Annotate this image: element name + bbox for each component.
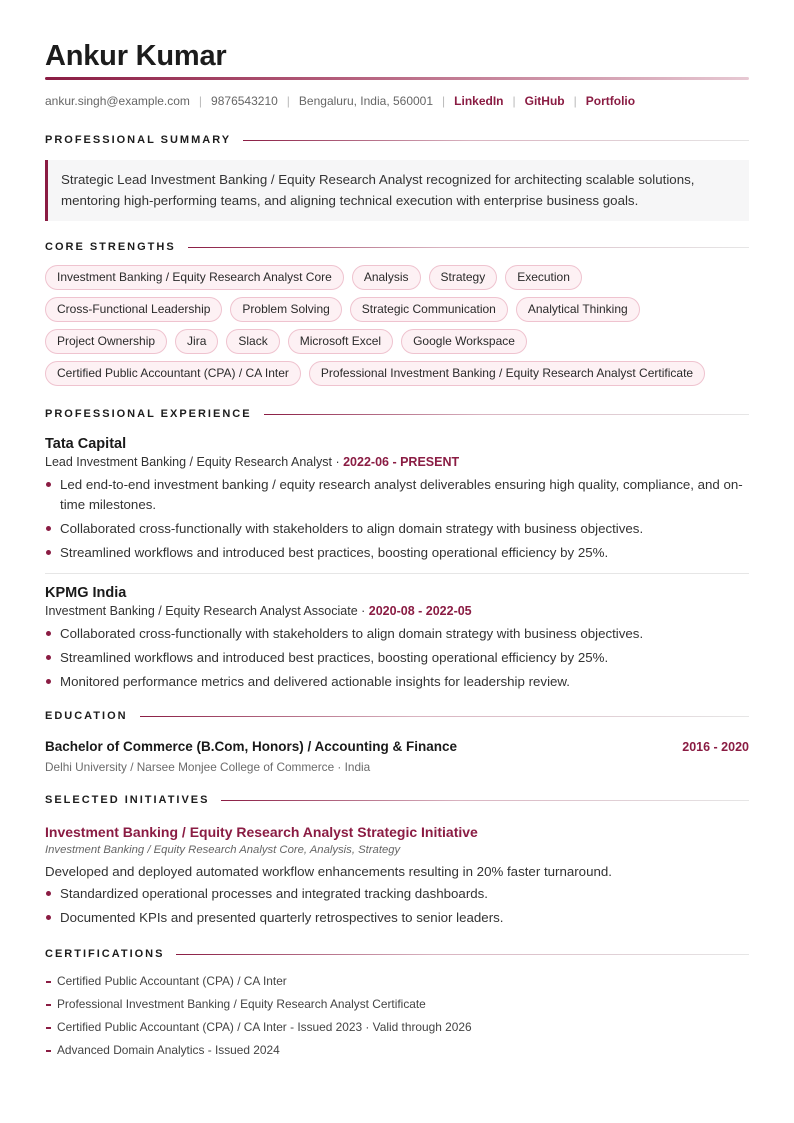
company-name: KPMG India xyxy=(45,585,127,601)
job-title: Investment Banking / Equity Research Analyst Associate xyxy=(45,604,358,618)
section-title: EDUCATION xyxy=(45,710,128,722)
section-title: PROFESSIONAL SUMMARY xyxy=(45,134,232,146)
skill-tag: Project Ownership xyxy=(45,329,167,354)
education-dates: 2016 - 2020 xyxy=(682,740,749,754)
job-entry xyxy=(45,573,749,692)
summary-section-header xyxy=(45,134,749,146)
certification-item: Certified Public Accountant (CPA) / CA Inter - Issued 2023 · Valid through 2026 xyxy=(45,1020,749,1035)
job-bullets xyxy=(45,624,749,692)
list-item: Documented KPIs and presented quarterly retrospectives to senior leaders. xyxy=(45,908,749,928)
skill-tag: Jira xyxy=(175,329,218,354)
skill-tag: Strategic Communication xyxy=(350,297,508,322)
section-title: CORE STRENGTHS xyxy=(45,241,176,253)
education-entry xyxy=(45,739,749,774)
linkedin-link[interactable]: LinkedIn xyxy=(454,94,504,108)
company-name: Tata Capital xyxy=(45,436,127,452)
contact-bar xyxy=(45,94,749,108)
initiatives-section-header xyxy=(45,794,749,806)
section-divider xyxy=(140,716,749,717)
email[interactable]: ankur.singh@example.com xyxy=(45,94,190,108)
certification-item: Certified Public Accountant (CPA) / CA Inter xyxy=(45,974,749,989)
initiative-description: Developed and deployed automated workflow enhancements resulting in 20% faster turnaround. xyxy=(45,864,612,879)
name-underline xyxy=(45,77,749,80)
separator: | xyxy=(286,94,290,108)
separator: · xyxy=(331,455,344,469)
list-item: Streamlined workflows and introduced best practices, boosting operational efficiency by 25%. xyxy=(45,648,749,668)
list-item: Collaborated cross-functionally with stakeholders to align domain strategy with business objectives. xyxy=(45,519,749,539)
list-item: Collaborated cross-functionally with stakeholders to align domain strategy with business objectives. xyxy=(45,624,749,644)
school: Delhi University / Narsee Monjee College of Commerce · India xyxy=(45,760,371,774)
section-title: PROFESSIONAL EXPERIENCE xyxy=(45,408,252,420)
github-link[interactable]: GitHub xyxy=(524,94,565,108)
strengths-tags xyxy=(45,265,749,386)
job-entry xyxy=(45,435,749,563)
initiative-bullets xyxy=(45,884,749,928)
certifications-list xyxy=(45,974,749,1058)
skill-tag: Strategy xyxy=(429,265,498,290)
certifications-section-header xyxy=(45,948,749,960)
skill-tag: Execution xyxy=(505,265,582,290)
strengths-section-header xyxy=(45,241,749,253)
portfolio-link[interactable]: Portfolio xyxy=(585,94,636,108)
separator: | xyxy=(442,94,446,108)
job-title: Lead Investment Banking / Equity Research Analyst xyxy=(45,455,332,469)
job-bullets xyxy=(45,475,749,563)
certification-item: Advanced Domain Analytics - Issued 2024 xyxy=(45,1043,749,1058)
degree: Bachelor of Commerce (B.Com, Honors) / Accounting & Finance xyxy=(45,739,458,754)
skill-tag: Microsoft Excel xyxy=(288,329,393,354)
job-dates: 2020-08 - 2022-05 xyxy=(368,604,472,618)
education-section-header xyxy=(45,710,749,722)
separator: | xyxy=(512,94,516,108)
skill-tag: Analysis xyxy=(352,265,421,290)
skill-tag: Certified Public Accountant (CPA) / CA Inter xyxy=(45,361,301,386)
section-divider xyxy=(188,247,749,248)
location: Bengaluru, India, 560001 xyxy=(298,94,434,108)
initiative-title: Investment Banking / Equity Research Analyst Strategic Initiative xyxy=(45,824,478,840)
separator: · xyxy=(357,604,369,618)
experience-section-header xyxy=(45,408,749,420)
section-title: CERTIFICATIONS xyxy=(45,948,165,960)
section-divider xyxy=(243,140,749,141)
list-item: Led end-to-end investment banking / equity research analyst deliverables ensuring high quality, compliance, and on-time milestones. xyxy=(45,475,749,515)
section-divider xyxy=(221,800,749,801)
list-item: Streamlined workflows and introduced best practices, boosting operational efficiency by 25%. xyxy=(45,543,749,563)
job-role-line xyxy=(45,455,749,469)
certification-item: Professional Investment Banking / Equity Research Analyst Certificate xyxy=(45,997,749,1012)
initiative-tags: Investment Banking / Equity Research Analyst Core, Analysis, Strategy xyxy=(45,844,401,856)
initiative-entry xyxy=(45,824,749,928)
skill-tag: Investment Banking / Equity Research Analyst Core xyxy=(45,265,344,290)
section-title: SELECTED INITIATIVES xyxy=(45,794,210,806)
separator: | xyxy=(198,94,203,108)
skill-tag: Google Workspace xyxy=(401,329,527,354)
section-divider xyxy=(176,954,749,955)
list-item: Monitored performance metrics and delivered actionable insights for leadership review. xyxy=(45,672,749,692)
skill-tag: Problem Solving xyxy=(230,297,341,322)
candidate-name: Ankur Kumar xyxy=(45,40,227,72)
skill-tag: Analytical Thinking xyxy=(516,297,640,322)
summary-text: Strategic Lead Investment Banking / Equity Research Analyst recognized for architecting scalable solutions, mentoring high-performing teams, and aligning technical execution with enterprise business goals. xyxy=(45,160,749,221)
job-role-line xyxy=(45,604,749,618)
education-row xyxy=(45,739,749,754)
separator: | xyxy=(573,94,577,108)
job-dates: 2022-06 - PRESENT xyxy=(343,455,460,469)
skill-tag: Slack xyxy=(226,329,279,354)
section-divider xyxy=(264,414,749,415)
phone[interactable]: 9876543210 xyxy=(211,94,278,108)
list-item: Standardized operational processes and integrated tracking dashboards. xyxy=(45,884,749,904)
skill-tag: Cross-Functional Leadership xyxy=(45,297,222,322)
skill-tag: Professional Investment Banking / Equity Research Analyst Certificate xyxy=(309,361,705,386)
